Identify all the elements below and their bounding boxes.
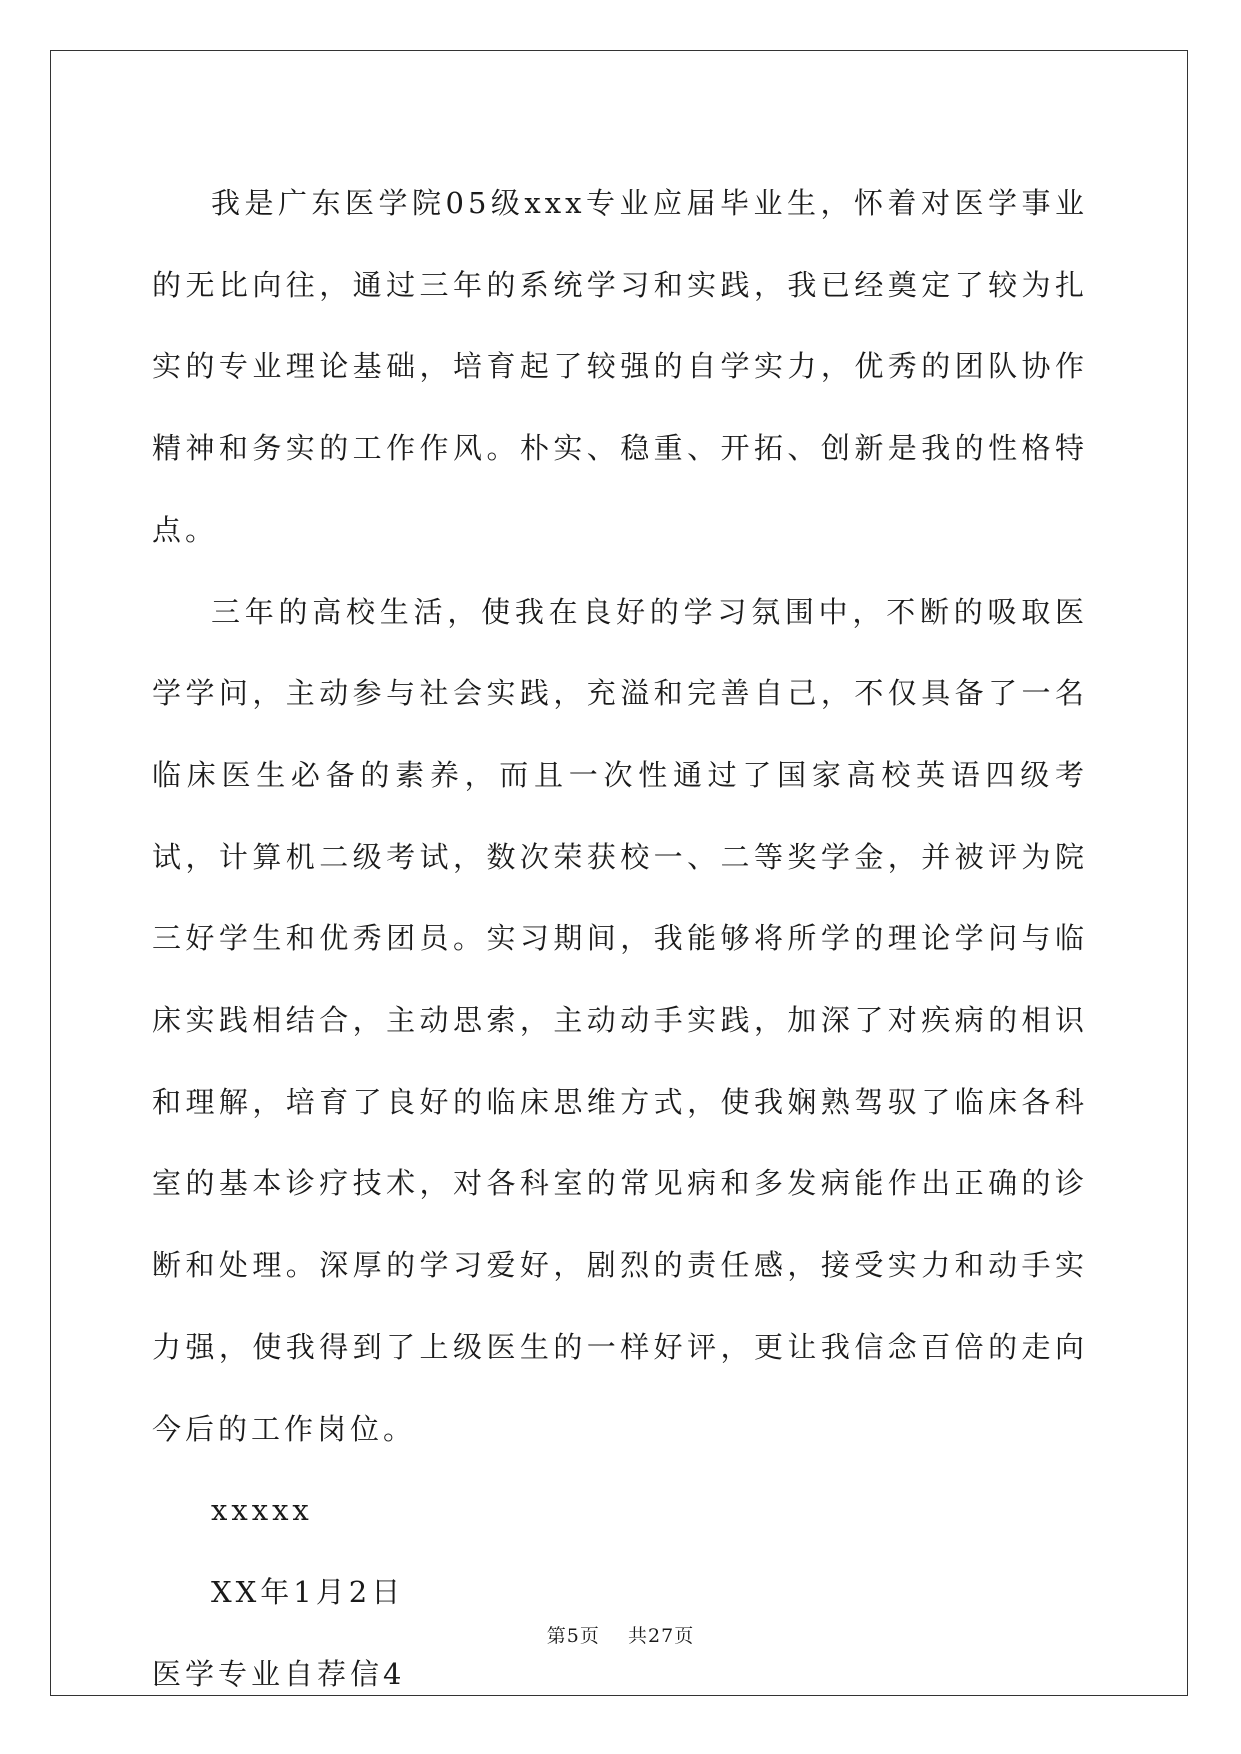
page-total: 共27页 xyxy=(628,1625,695,1647)
page-number: 第5页 xyxy=(546,1625,600,1647)
footer-separator xyxy=(600,1625,628,1647)
paragraph-experience: 三年的高校生活，使我在良好的学习氛围中，不断的吸取医学学问，主动参与社会实践，充溢和完善自己，不仅具备了一名临床医生必备的素养，而且一次性通过了国家高校英语四级考试，计算机二级考试，数次荣获校一、二等奖学金，并被评为院三好学生和优秀团员。实习期间，我能够将所学的理论学问与临床实践相结合，主动思索，主动动手实践，加深了对疾病的相识和理解，培育了良好的临床思维方式，使我娴熟驾驭了临床各科室的基本诊疗技术，对各科室的常见病和多发病能作出正确的诊断和处理。深厚的学习爱好，剧烈的责任感，接受实力和动手实力强，使我得到了上级医生的一样好评，更让我信念百倍的走向今后的工作岗位。 xyxy=(152,594,1088,1446)
section-heading: 医学专业自荐信4 xyxy=(152,1656,406,1691)
signature: xxxxx xyxy=(211,1493,313,1528)
paragraph-intro: 我是广东医学院05级xxx专业应届毕业生，怀着对医学事业的无比向往，通过三年的系统学习和实践，我已经奠定了较为扎实的专业理论基础，培育起了较强的自学实力，优秀的团队协作精神和务实的工作作风。朴实、稳重、开拓、创新是我的性格特点。 xyxy=(152,186,1088,547)
document-body xyxy=(152,163,1088,1715)
date: XX年1月2日 xyxy=(211,1574,405,1609)
page-footer xyxy=(0,1621,1241,1648)
